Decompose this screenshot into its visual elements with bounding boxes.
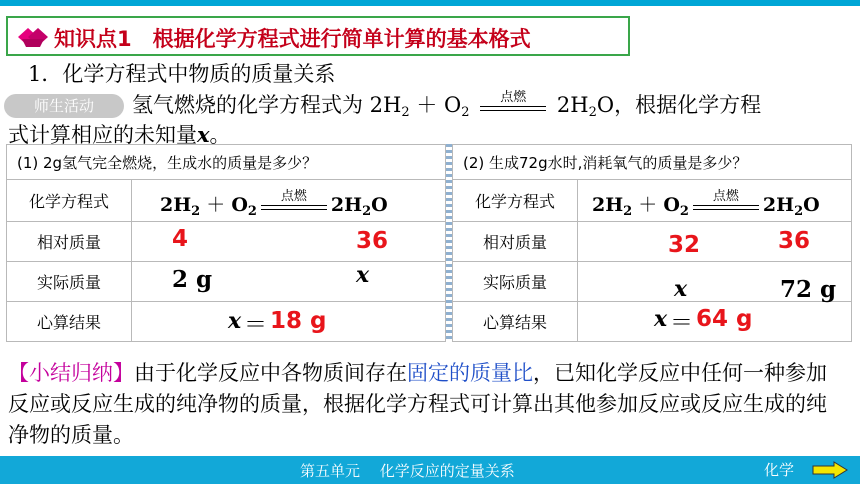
top-accent-bar bbox=[0, 0, 860, 6]
right-question: (2) 生成72g水时,消耗氧气的质量是多少？ bbox=[453, 145, 852, 180]
diamond-bullet-icon bbox=[16, 26, 50, 48]
summary-highlight: 固定的质量比 bbox=[407, 361, 533, 385]
label-result: 心算结果 bbox=[7, 302, 132, 342]
label-equation: 化学方程式 bbox=[453, 180, 578, 222]
label-result: 心算结果 bbox=[453, 302, 578, 342]
right-actual-h2o: 72 g bbox=[780, 276, 837, 303]
label-relative-mass: 相对质量 bbox=[7, 222, 132, 262]
left-result-var: x bbox=[228, 308, 242, 334]
intro-line-2: 式计算相应的未知量x。 bbox=[8, 122, 231, 147]
next-arrow-icon[interactable] bbox=[812, 461, 848, 479]
intro-line-1: 氢气燃烧的化学方程式为 $2H_2 + O_2$ 点燃 $2H_2O$，根据化学方程 bbox=[132, 89, 762, 120]
point-heading: 1．化学方程式中物质的质量关系 bbox=[28, 62, 336, 86]
right-equation-cell: $2H_2 + O_2$ 点燃 $2H_2O$ bbox=[578, 180, 852, 222]
right-rel-o2: 32 bbox=[668, 232, 701, 258]
left-question: (1) 2g氢气完全燃烧，生成水的质量是多少？ bbox=[7, 145, 446, 180]
label-equation: 化学方程式 bbox=[7, 180, 132, 222]
right-result-value: 64 g bbox=[696, 306, 753, 332]
label-actual-mass: 实际质量 bbox=[7, 262, 132, 302]
left-actual-h2o: x bbox=[356, 262, 370, 288]
page-title: 知识点1 根据化学方程式进行简单计算的基本格式 bbox=[54, 27, 531, 51]
left-rel-h2o: 36 bbox=[356, 228, 389, 254]
left-result-value: 18 g bbox=[270, 308, 327, 334]
right-table: (2) 生成72g水时,消耗氧气的质量是多少？ 化学方程式 $2H_2 + O_2$ 点燃 $2H_2O$ 相对质量 32 36 实际质量 x 72 g 心算结果 x ＝ 64 g bbox=[452, 144, 852, 342]
right-result-var: x bbox=[654, 306, 668, 332]
footer-bar bbox=[0, 456, 860, 484]
label-actual-mass: 实际质量 bbox=[453, 262, 578, 302]
summary-label: 【小结归纳】 bbox=[8, 361, 134, 385]
right-rel-h2o: 36 bbox=[778, 228, 811, 254]
left-rel-h2: 4 bbox=[172, 226, 189, 252]
label-relative-mass: 相对质量 bbox=[453, 222, 578, 262]
left-actual-h2: 2 g bbox=[172, 266, 213, 293]
left-table: (1) 2g氢气完全燃烧，生成水的质量是多少？ 化学方程式 $2H_2 + O_2$ 点燃 $2H_2O$ 相对质量 4 36 实际质量 2 g x 心算结果 x ＝ 18 g bbox=[6, 144, 446, 342]
section-title-box bbox=[6, 16, 630, 56]
footer-unit: 第五单元 化学反应的定量关系 bbox=[300, 462, 515, 480]
reaction-arrow: 点燃 bbox=[478, 97, 548, 117]
right-actual-o2: x bbox=[674, 276, 688, 302]
left-equation-cell: $2H_2 + O_2$ 点燃 $2H_2O$ bbox=[132, 180, 446, 222]
summary-paragraph: 【小结归纳】由于化学反应中各物质间存在固定的质量比，已知化学反应中任何一种参加反应或反应生成的纯净物的质量，根据化学方程式可计算出其他参加反应或反应生成的纯净物的质量。 bbox=[8, 361, 827, 447]
footer-subject: 化学 bbox=[764, 461, 795, 479]
activity-tag: 师生活动 bbox=[4, 94, 124, 118]
